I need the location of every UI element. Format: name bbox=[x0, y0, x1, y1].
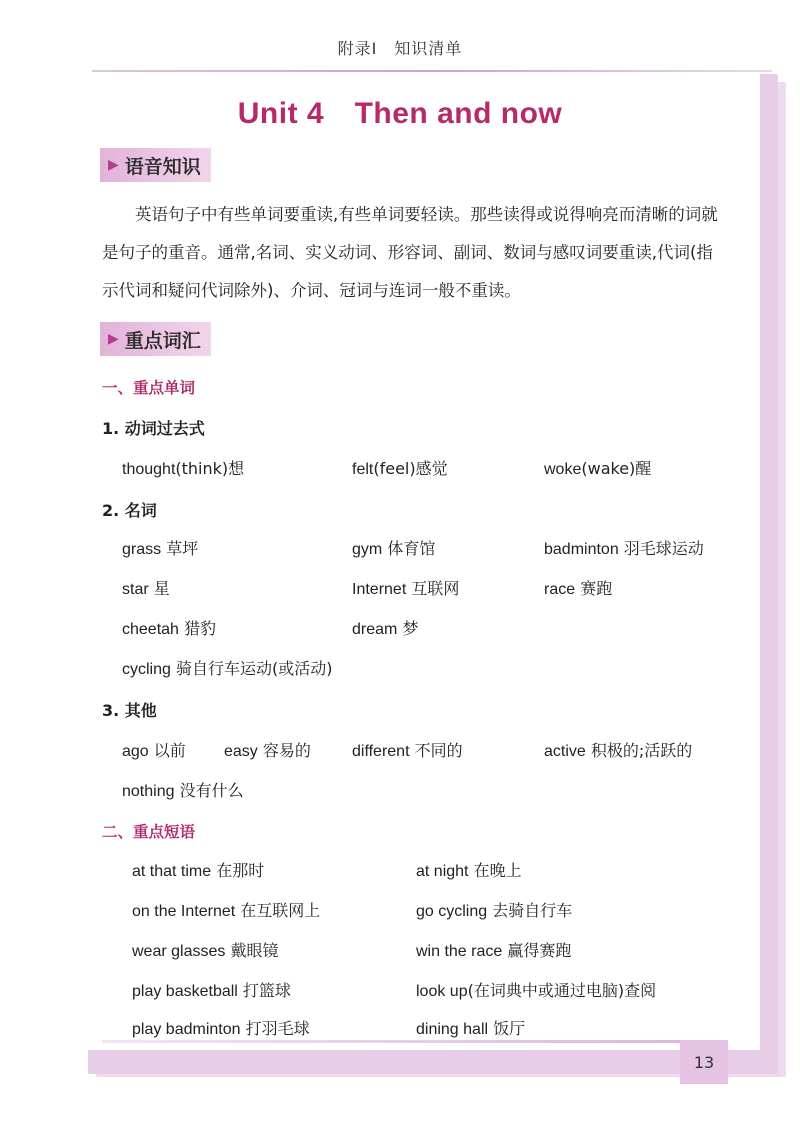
word-item: different 不同的 bbox=[352, 741, 463, 760]
phrase-item: go cycling 去骑自行车 bbox=[416, 901, 573, 920]
word-item: nothing 没有什么 bbox=[122, 781, 244, 800]
word-item: thought(think)想 bbox=[122, 459, 245, 478]
word-item: race 赛跑 bbox=[544, 579, 613, 598]
word-item: badminton 羽毛球运动 bbox=[544, 539, 704, 558]
phrase-item: look up(在词典中或通过电脑)查阅 bbox=[416, 981, 657, 1000]
word-item: star 星 bbox=[122, 579, 170, 598]
phrase-item: at that time 在那时 bbox=[132, 861, 265, 880]
word-item: ago 以前 bbox=[122, 741, 186, 760]
page-number: 13 bbox=[680, 1040, 728, 1084]
section-tag-phonetics bbox=[100, 148, 211, 182]
section-label: 语音知识 bbox=[124, 155, 201, 178]
header-rule bbox=[92, 70, 772, 72]
word-item: cheetah 猎豹 bbox=[122, 619, 217, 638]
play-arrow-icon: ▶ bbox=[108, 331, 119, 347]
word-item: gym 体育馆 bbox=[352, 539, 436, 558]
verbs-heading: 1. 动词过去式 bbox=[102, 419, 205, 438]
word-item: felt(feel)感觉 bbox=[352, 459, 448, 478]
section-label: 重点词汇 bbox=[124, 329, 201, 352]
phrase-item: wear glasses 戴眼镜 bbox=[132, 941, 279, 960]
footer-rule bbox=[102, 1040, 680, 1043]
nouns-heading: 2. 名词 bbox=[102, 501, 157, 520]
phrase-item: dining hall 饭厅 bbox=[416, 1019, 526, 1038]
phrase-item: play badminton 打羽毛球 bbox=[132, 1019, 310, 1038]
word-item: easy 容易的 bbox=[224, 741, 311, 760]
word-item: woke(wake)醒 bbox=[544, 459, 652, 478]
unit-title: Unit 4 Then and now bbox=[237, 97, 563, 130]
word-item: Internet 互联网 bbox=[352, 579, 460, 598]
phrase-item: at night 在晚上 bbox=[416, 861, 522, 880]
play-arrow-icon: ▶ bbox=[108, 157, 119, 173]
others-heading: 3. 其他 bbox=[102, 701, 157, 720]
running-head: 附录Ⅰ 知识清单 bbox=[337, 39, 463, 58]
phonetics-paragraph: 英语句子中有些单词要重读,有些单词要轻读。那些读得或说得响亮而清晰的词就是句子的重音。通常,名词、实义动词、形容词、副词、数词与感叹词要重读,代词(指示代词和疑问代词除外)、介词、冠词与连词一般不重读。 bbox=[102, 205, 718, 300]
phrase-item: on the Internet 在互联网上 bbox=[132, 901, 321, 920]
section-tag-vocab bbox=[100, 322, 211, 356]
word-item: dream 梦 bbox=[352, 619, 419, 638]
words-heading: 一、重点单词 bbox=[102, 379, 196, 397]
word-item: active 积极的;活跃的 bbox=[544, 741, 693, 760]
phrase-item: play basketball 打篮球 bbox=[132, 981, 291, 1000]
phrases-heading: 二、重点短语 bbox=[102, 823, 196, 841]
phrase-item: win the race 赢得赛跑 bbox=[416, 941, 572, 960]
word-item: grass 草坪 bbox=[122, 539, 199, 558]
word-item: cycling 骑自行车运动(或活动) bbox=[122, 659, 333, 678]
